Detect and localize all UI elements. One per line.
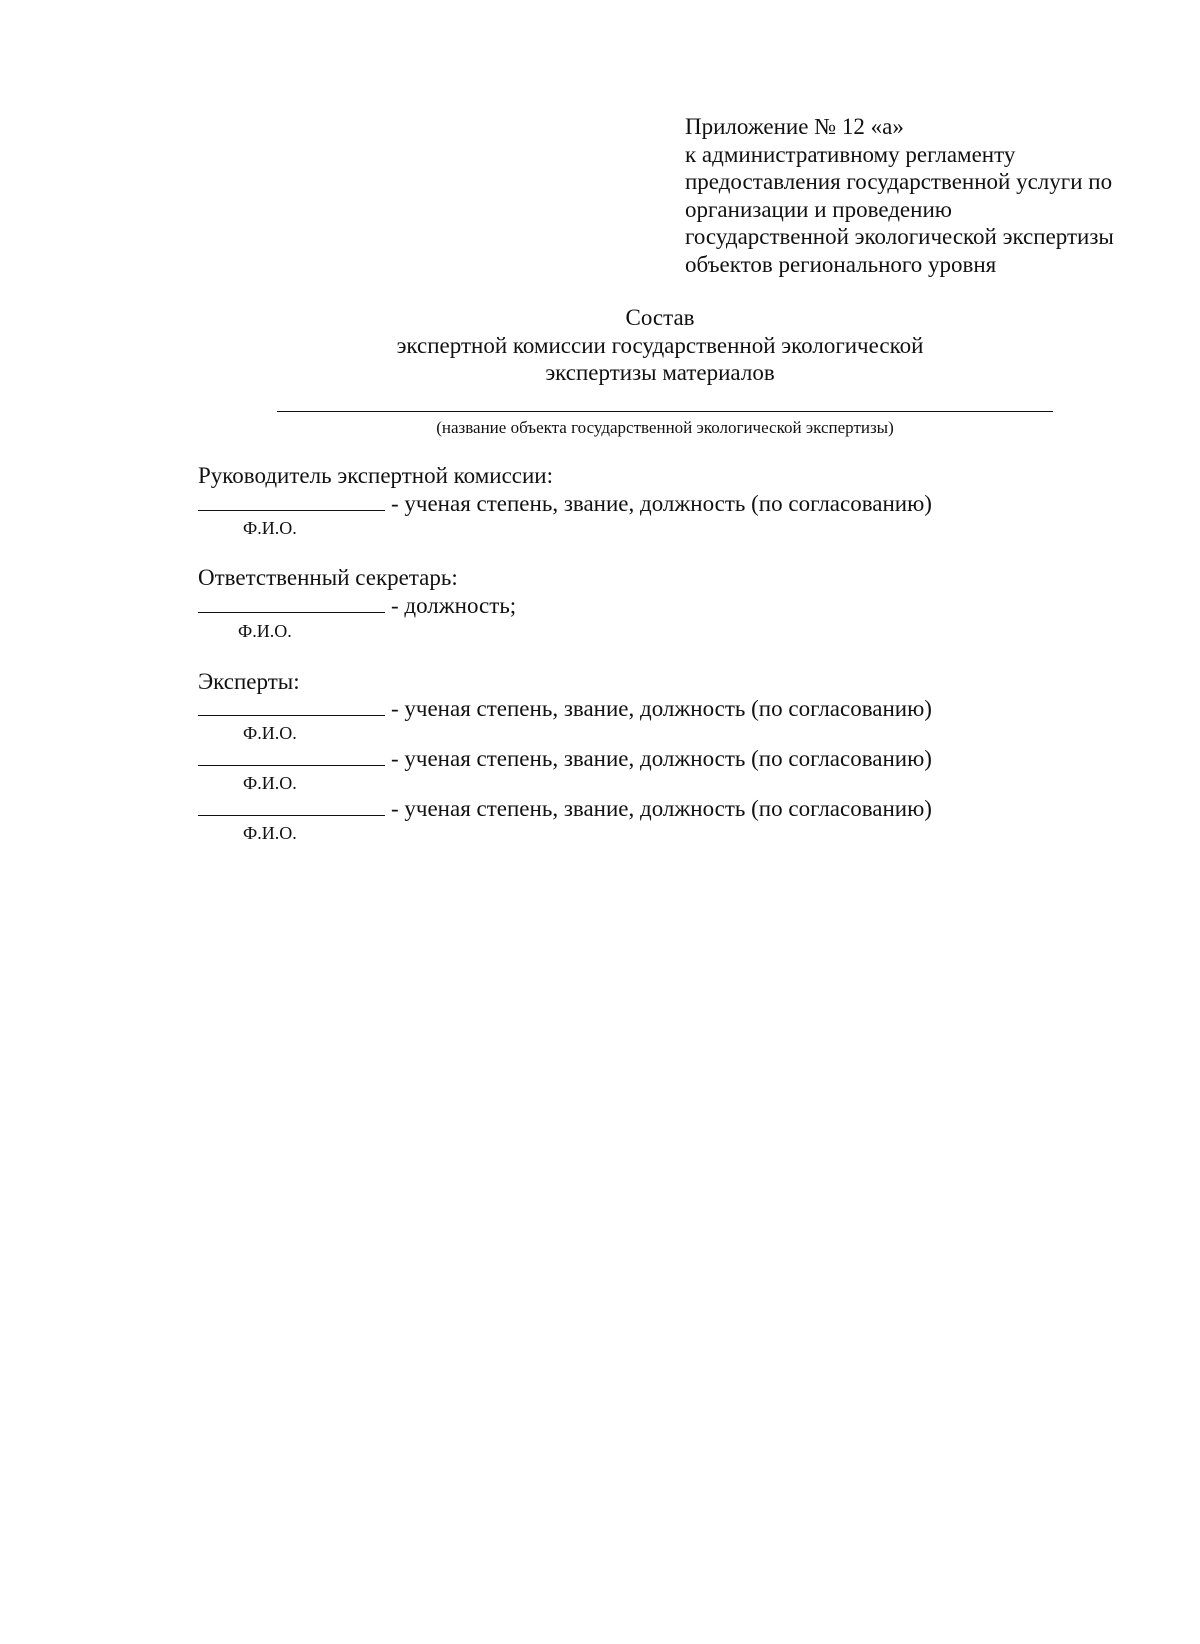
head-heading: Руководитель экспертной комиссии: — [198, 463, 553, 488]
appendix-header — [685, 113, 1155, 278]
expert-entry-desc: - ученая степень, звание, должность (по согласованию) — [391, 796, 932, 821]
secretary-entry-desc: - должность; — [391, 593, 517, 618]
name-blank — [198, 815, 385, 816]
name-blank — [198, 765, 385, 766]
appendix-line: организации и проведению — [685, 196, 952, 222]
secretary-heading: Ответственный секретарь: — [198, 565, 458, 590]
appendix-line: государственной экологической экспертизы — [685, 224, 1114, 249]
object-name-blank — [277, 411, 1053, 412]
expert-entry-desc: - ученая степень, звание, должность (по согласованию) — [391, 746, 932, 771]
name-blank — [198, 715, 385, 716]
expert-fio-caption: Ф.И.О. — [243, 723, 297, 743]
appendix-line: объектов регионального уровня — [685, 251, 997, 277]
expert-fio-caption: Ф.И.О. — [243, 773, 297, 793]
title-line: Состав — [625, 305, 695, 330]
document-title — [300, 304, 1020, 387]
title-line: экспертизы материалов — [545, 360, 775, 385]
object-name-caption: (название объекта государственной экологической экспертизы) — [436, 418, 894, 437]
secretary-fio-caption: Ф.И.О. — [238, 621, 292, 641]
head-entry-desc: - ученая степень, звание, должность (по согласованию) — [391, 491, 932, 516]
appendix-line: к административному регламенту — [685, 141, 1016, 167]
experts-heading: Эксперты: — [198, 669, 300, 694]
appendix-line: предоставления государственной услуги по — [685, 169, 1113, 194]
name-blank — [198, 510, 385, 511]
appendix-line: Приложение № 12 «а» — [685, 114, 904, 139]
name-blank — [198, 612, 385, 613]
expert-entry-desc: - ученая степень, звание, должность (по согласованию) — [391, 696, 932, 721]
title-line: экспертной комиссии государственной экологической — [396, 332, 924, 358]
expert-fio-caption: Ф.И.О. — [243, 823, 297, 843]
head-fio-caption: Ф.И.О. — [243, 518, 297, 538]
